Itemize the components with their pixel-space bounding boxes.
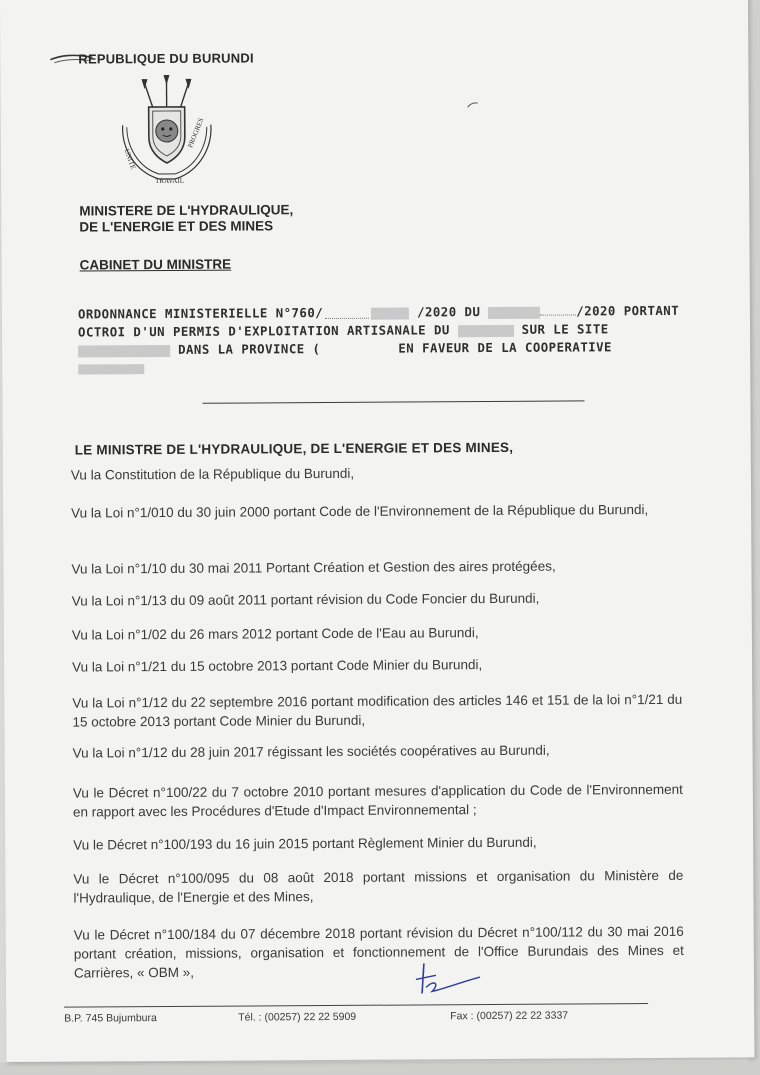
ordonnance-line-2-end: SUR LE SITE	[521, 321, 609, 337]
visa-item: Vu la Loi n°1/010 du 30 juin 2000 portant Code de l'Environnement de la République du Burundi,	[71, 502, 649, 521]
visa-item: Vu le Décret n°100/095 du 08 août 2018 portant missions et organisation du Ministère de l'Hydraulique, de l'Energie et des Mines,	[73, 867, 684, 906]
redacted-number	[325, 308, 369, 318]
visa-item: Vu la Constitution de la République du Burundi,	[70, 465, 355, 483]
footer-separator	[64, 1003, 648, 1008]
visa-item: Vu le Décret n°100/22 du 7 octobre 2010 portant mesures d'application du Code de l'Environnement en rapport avec les Procédures d'Etude d'Impact Environnemental ;	[72, 781, 683, 820]
visa-item: Vu la Loi n°1/21 du 15 octobre 2013 portant Code Minier du Burundi,	[72, 657, 483, 675]
footer-fax: Fax : (00257) 22 22 3337	[450, 1009, 569, 1023]
republic-title: REPUBLIQUE DU BURUNDI	[78, 50, 254, 67]
ordonnance-line-3-start: DANS LA PROVINCE (	[178, 341, 321, 357]
redacted-cooperative	[78, 364, 144, 374]
ministry-line-2: DE L'ENERGIE ET DES MINES	[79, 218, 274, 235]
visa-item: Vu la Loi n°1/12 du 28 juin 2017 régissant les sociétés coopératives au Burundi,	[72, 742, 550, 761]
footer-telephone: Tél. : (00257) 22 22 5909	[238, 1010, 357, 1024]
ordonnance-line-1-mid: /2020 DU	[417, 304, 481, 320]
ministry-header	[79, 202, 293, 235]
ordonnance-title	[78, 302, 678, 378]
redacted-date	[488, 306, 540, 318]
ministry-line-1: MINISTERE DE L'HYDRAULIQUE,	[79, 202, 294, 219]
ordonnance-line-1-end: /2020 PORTANT	[576, 302, 680, 319]
redacted-date-dots	[540, 305, 576, 315]
visa-item: Vu le Décret n°100/193 du 16 juin 2015 portant Règlement Minier du Burundi,	[73, 834, 537, 853]
title-separator	[202, 400, 584, 403]
minister-title: LE MINISTRE DE L'HYDRAULIQUE, DE L'ENERGIE ET DES MINES,	[74, 439, 514, 458]
ordonnance-line-4	[78, 356, 678, 378]
redacted-mineral	[458, 324, 514, 336]
ordonnance-line-3	[78, 338, 678, 360]
redacted-block	[371, 307, 409, 319]
redacted-province	[320, 343, 390, 355]
svg-text:PROGRES: PROGRES	[186, 116, 206, 150]
svg-text:UNITE: UNITE	[122, 147, 138, 171]
ordonnance-line-2-start: OCTROI D'UN PERMIS D'EXPLOITATION ARTISANALE DU	[77, 322, 450, 340]
coat-of-arms-icon	[118, 75, 215, 188]
background-edge-bottom	[0, 1062, 760, 1075]
visa-item: Vu la Loi n°1/12 du 22 septembre 2016 portant modification des articles 146 et 151 de la loi n°1/21 du 15 octobre 2013 portant Code Minier du Burundi,	[72, 691, 683, 730]
visa-item: Vu la Loi n°1/13 du 09 août 2011 portant révision du Code Foncier du Burundi,	[71, 590, 540, 609]
ordonnance-line-1-start: ORDONNANCE MINISTERIELLE N°760/	[77, 305, 324, 322]
visa-item: Vu la Loi n°1/02 du 26 mars 2012 portant Code de l'Eau au Burundi,	[71, 625, 479, 643]
footer-postal-box: B.P. 745 Bujumbura	[64, 1012, 157, 1025]
signature-initials-icon	[406, 957, 486, 1001]
cabinet-title: CABINET DU MINISTRE	[79, 256, 232, 273]
visa-item: Vu le Décret n°100/184 du 07 décembre 2018 portant révision du Décret n°100/112 du 30 mai 2016 portant création, missions, organisation et fonctionnement de l'Office Burundais des Mines et Carrières, « OBM »,	[73, 923, 684, 981]
redacted-site	[78, 344, 170, 357]
pen-mark-icon	[467, 101, 479, 109]
svg-text:TRAVAIL: TRAVAIL	[155, 176, 185, 186]
ordonnance-line-3-end: EN FAVEUR DE LA COOPERATIVE	[398, 339, 612, 356]
visa-item: Vu la Loi n°1/10 du 30 mai 2011 Portant Création et Gestion des aires protégées,	[71, 558, 556, 577]
